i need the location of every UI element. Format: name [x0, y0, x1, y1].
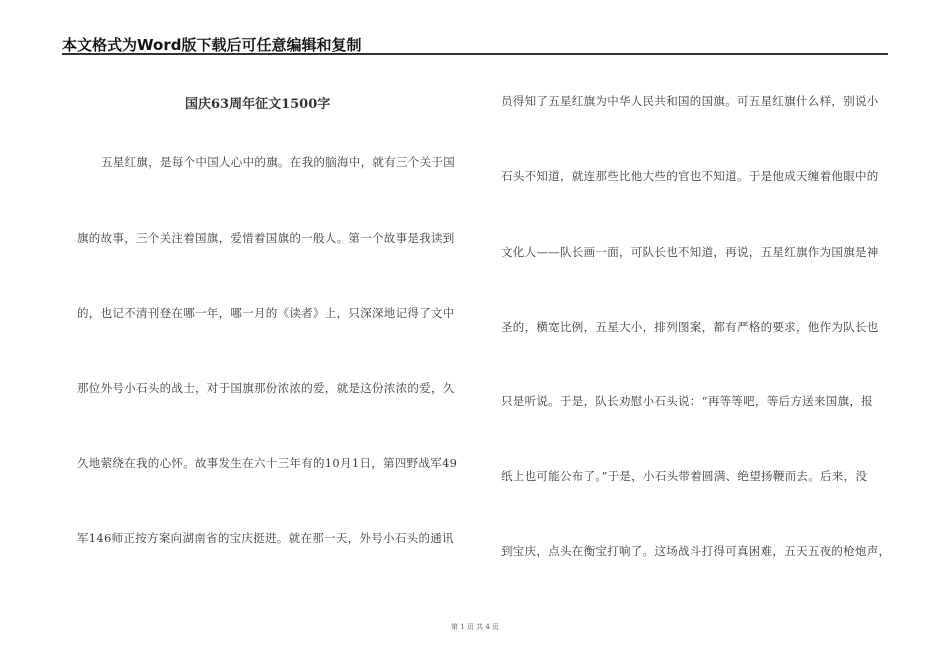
text-line: 只是听说。于是，队长劝慰小石头说：“再等等吧，等后方送来国旗，报	[501, 394, 873, 408]
text-line: 的，也记不清刊登在哪一年，哪一月的《读者》上，只深深地记得了文中	[77, 306, 455, 320]
page-number: 第 1 页 共 4 页	[450, 623, 500, 631]
text-line: 旗的故事，三个关注着国旗，爱惜着国旗的一般人。第一个故事是我读到	[77, 231, 455, 245]
text-line: 到宝庆，点头在衡宝打响了。这场战斗打得可真困难，五天五夜的枪炮声，	[501, 544, 891, 558]
text-line: 军146师正按方案向湖南省的宝庆挺进。就在那一天，外号小石头的通讯	[77, 531, 454, 545]
text-line: 文化人——队长画一面，可队长也不知道，再说，五星红旗作为国旗是神	[501, 245, 879, 259]
text-line: 五星红旗，是每个中国人心中的旗。在我的脑海中，就有三个关于国	[101, 155, 455, 169]
text-line: 石头不知道，就连那些比他大些的官也不知道。于是他成天缠着他眼中的	[501, 169, 879, 183]
text-line: 久地萦绕在我的心怀。故事发生在六十三年有的10月1日，第四野战军49	[77, 456, 458, 470]
text-line: 那位外号小石头的战士，对于国旗那份浓浓的爱，就是这份浓浓的爱，久	[77, 381, 455, 395]
document-title: 国庆63周年征文1500字	[185, 97, 331, 112]
text-line: 圣的，横宽比例，五星大小，排列图案，都有严格的要求，他作为队长也	[501, 320, 879, 334]
text-line: 员得知了五星红旗为中华人民共和国的国旗。可五星红旗什么样，别说小	[501, 94, 879, 108]
header-divider	[62, 53, 888, 55]
header-banner: 本文格式为Word版下载后可任意编辑和复制	[62, 36, 362, 54]
text-line: 纸上也可能公布了。”于是，小石头带着圆满、绝望扬鞭而去。后来，没	[501, 469, 868, 483]
